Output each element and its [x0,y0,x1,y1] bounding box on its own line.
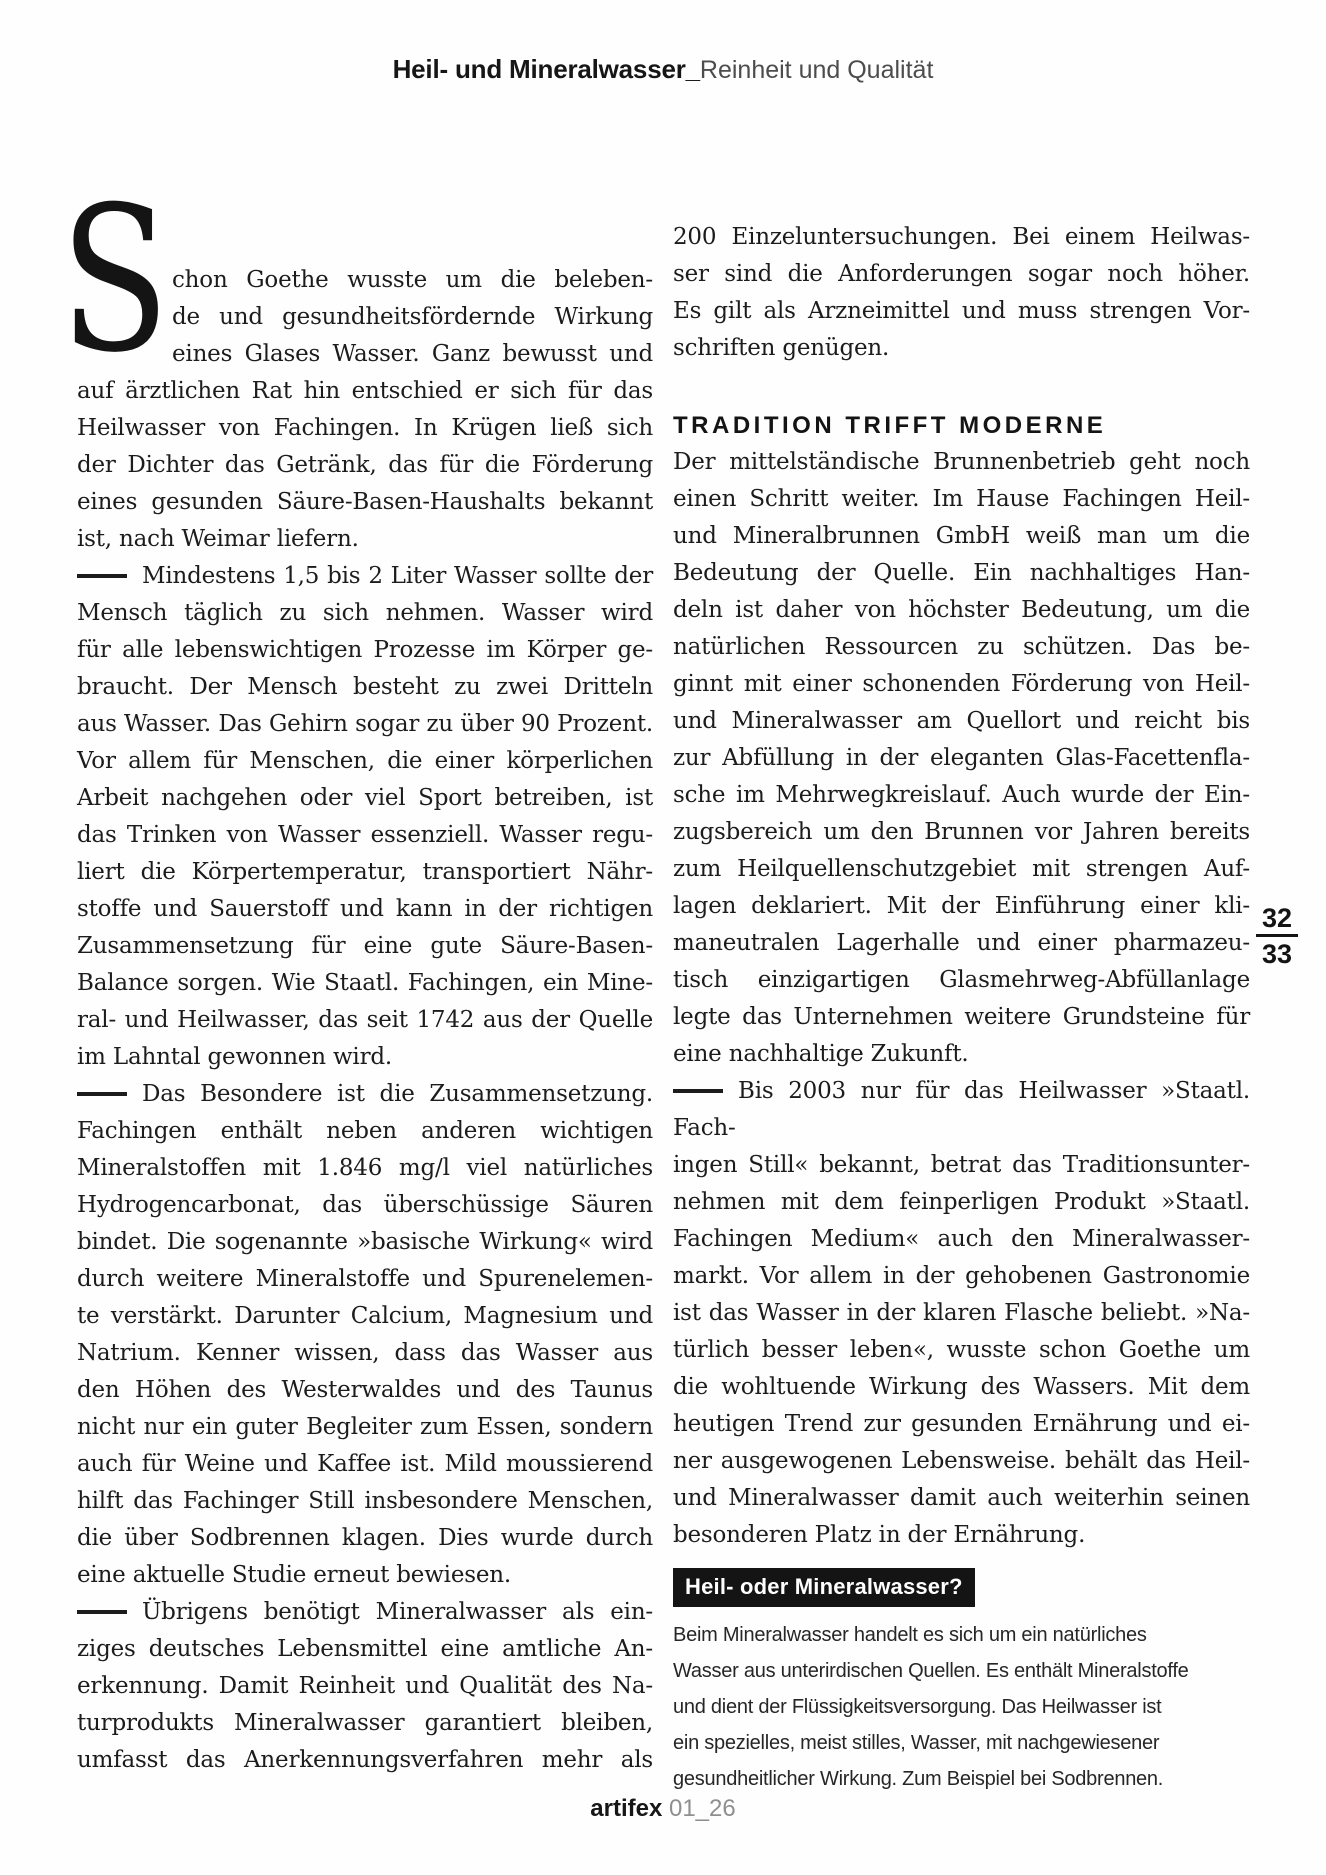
body-line: deln ist daher von höchster Bedeutung, um die [673,597,1250,623]
body-line: ingen Still« bekannt, betrat das Traditionsunter- [673,1152,1250,1178]
body-line: markt. Vor allem in der gehobenen Gastronomie [673,1263,1250,1289]
body-line: ginnt mit einer schonenden Förderung von Heil- [673,671,1250,697]
body-line: heutigen Trend zur gesunden Ernährung und ei- [673,1411,1250,1437]
body-line: tisch einzigartigen Glasmehrweg-Abfüllanlage [673,967,1250,993]
body-line: turprodukts Mineralwasser garantiert bleiben, [77,1710,653,1736]
page-numbers [1256,903,1298,969]
body-line: den Höhen des Westerwaldes und des Taunus [77,1377,653,1403]
body-line: Fachingen enthält neben anderen wichtigen [77,1118,653,1144]
body-line: die wohltuende Wirkung des Wassers. Mit dem [673,1374,1250,1400]
body-line: türlich besser leben«, wusste schon Goethe um [673,1337,1250,1363]
column-right [673,219,1250,1797]
paragraph-dash [77,1610,127,1614]
body-line: Zusammensetzung für eine gute Säure-Basen- [77,933,653,959]
body-line: auch für Weine und Kaffee ist. Mild moussierend [77,1451,653,1477]
info-box-line: gesundheitlicher Wirkung. Zum Beispiel bei Sodbrennen. [673,1768,1164,1790]
body-line: die über Sodbrennen klagen. Dies wurde durch [77,1525,653,1551]
body-line: Vor allem für Menschen, die einer körperlichen [77,748,653,774]
body-line: Natrium. Kenner wissen, dass das Wasser aus [77,1340,653,1366]
info-box-line: Wasser aus unterirdischen Quellen. Es enthält Mineralstoffe [673,1660,1189,1682]
body-line: zur Abfüllung in der eleganten Glas-Facettenfla- [673,745,1250,771]
body-line: eine aktuelle Studie erneut bewiesen. [77,1562,511,1588]
body-line: Heilwasser von Fachingen. In Krügen ließ sich [77,415,653,441]
body-line: besonderen Platz in der Ernährung. [673,1522,1086,1548]
body-line: umfasst das Anerkennungsverfahren mehr als [77,1747,653,1773]
body-line: stoffe und Sauerstoff und kann in der richtigen [77,896,653,922]
body-line: zugsbereich um den Brunnen vor Jahren bereits [673,819,1250,845]
body-line: sche im Mehrwegkreislauf. Auch wurde der Ein- [673,782,1250,808]
body-line: te verstärkt. Darunter Calcium, Magnesium und [77,1303,653,1329]
body-line: Mensch täglich zu sich nehmen. Wasser wird [77,600,653,626]
info-box [673,1568,1250,1607]
body-line: Übrigens benötigt Mineralwasser als ein- [77,1594,653,1631]
body-line: Fachingen Medium« auch den Mineralwasser- [673,1226,1250,1252]
body-line: braucht. Der Mensch besteht zu zwei Dritteln [77,674,653,700]
info-box-text [673,1617,1250,1797]
body-line: eine nachhaltige Zukunft. [673,1041,969,1067]
body-line: chon Goethe wusste um die beleben- [172,267,653,293]
body-line: ziges deutsches Lebensmittel eine amtliche An- [77,1636,653,1662]
body-line: lagen deklariert. Mit der Einführung einer kli- [673,893,1250,919]
header-subtitle: Reinheit und Qualität [699,56,934,84]
body-line: aus Wasser. Das Gehirn sogar zu über 90 Prozent. [77,711,653,737]
body-line: Arbeit nachgehen oder viel Sport betreiben, ist [77,785,653,811]
body-line: eines gesunden Säure-Basen-Haushalts bekannt [77,489,653,515]
body-line: ser sind die Anforderungen sogar noch höher. [673,261,1250,287]
body-line: maneutralen Lagerhalle und einer pharmazeu- [673,930,1250,956]
body-line: Es gilt als Arzneimittel und muss strengen Vor- [673,298,1250,324]
footer-issue-number: 01_26 [668,1795,736,1822]
body-line: das Trinken von Wasser essenziell. Wasser regu- [77,822,653,848]
body-line: eines Glases Wasser. Ganz bewusst und [172,341,653,367]
body-line: natürlichen Ressourcen zu schützen. Das be- [673,634,1250,660]
body-line: ral- und Heilwasser, das seit 1742 aus der Quelle [77,1007,653,1033]
footer-magazine-name: artifex [590,1795,663,1822]
info-box-line: Beim Mineralwasser handelt es sich um ein natürliches [673,1624,1147,1646]
body-line: ist, nach Weimar liefern. [77,526,359,552]
info-box-title: Heil- oder Mineralwasser? [673,1568,975,1607]
body-line: Bis 2003 nur für das Heilwasser »Staatl. Fach- [673,1078,1250,1141]
body-line: hilft das Fachinger Still insbesondere Menschen, [77,1488,653,1514]
body-line: schriften genügen. [673,335,890,361]
body-line: der Dichter das Getränk, das für die Förderung [77,452,653,478]
body-line: ist das Wasser in der klaren Flasche beliebt. »Na- [673,1300,1250,1326]
info-box-line: und dient der Flüssigkeitsversorgung. Das Heilwasser ist [673,1696,1162,1718]
body-line: erkennung. Damit Reinheit und Qualität des Na- [77,1673,653,1699]
paragraph-dash [673,1089,723,1093]
body-line: nehmen mit dem feinperligen Produkt »Staatl. [673,1189,1250,1215]
page-footer [0,1795,1326,1823]
body-line: de und gesundheitsfördernde Wirkung [172,304,653,330]
body-line: für alle lebenswichtigen Prozesse im Körper ge- [77,637,653,663]
drop-cap: S [60,164,170,397]
page-header [0,54,1326,85]
body-line: im Lahntal gewonnen wird. [77,1044,393,1070]
body-line: Mineralstoffen mit 1.846 mg/l viel natürliches [77,1155,653,1181]
body-line: und Mineralwasser damit auch weiterhin seinen [673,1485,1250,1511]
body-line: Der mittelständische Brunnenbetrieb geht noch [673,449,1250,475]
body-line: und Mineralwasser am Quellort und reicht bis [673,708,1250,734]
body-line: und Mineralbrunnen GmbH weiß man um die [673,523,1250,549]
paragraph-dash [77,574,127,578]
body-line: zum Heilquellenschutzgebiet mit strengen Auf- [673,856,1250,882]
body-line: auf ärztlichen Rat hin entschied er sich für das [77,378,653,404]
body-line: Balance sorgen. Wie Staatl. Fachingen, ein Mine- [77,970,653,996]
body-line: legte das Unternehmen weitere Grundsteine für [673,1004,1250,1030]
section-heading: TRADITION TRIFFT MODERNE [673,412,1107,439]
header-title: Heil- und Mineralwasser_ [392,54,700,84]
column-left [77,262,653,1779]
info-box-line: ein spezielles, meist stilles, Wasser, mit nachgewiesener [673,1732,1160,1754]
body-line: einen Schritt weiter. Im Hause Fachingen Heil- [673,486,1250,512]
body-line: bindet. Die sogenannte »basische Wirkung« wird [77,1229,653,1255]
body-line: liert die Körpertemperatur, transportiert Nähr- [77,859,653,885]
body-line: Das Besondere ist die Zusammensetzung. [77,1076,653,1113]
paragraph-dash [77,1092,127,1096]
body-line: Bedeutung der Quelle. Ein nachhaltiges Han- [673,560,1250,586]
page-number-next: 33 [1261,939,1293,970]
body-line: nicht nur ein guter Begleiter zum Essen, sondern [77,1414,653,1440]
body-line: 200 Einzeluntersuchungen. Bei einem Heilwas- [673,224,1250,250]
body-line: Hydrogencarbonat, das überschüssige Säuren [77,1192,653,1218]
page-number-current: 32 [1256,903,1298,937]
body-line: durch weitere Mineralstoffe und Spurenelemen- [77,1266,653,1292]
body-line: ner ausgewogenen Lebensweise. behält das Heil- [673,1448,1250,1474]
body-line: Mindestens 1,5 bis 2 Liter Wasser sollte der [77,558,653,595]
